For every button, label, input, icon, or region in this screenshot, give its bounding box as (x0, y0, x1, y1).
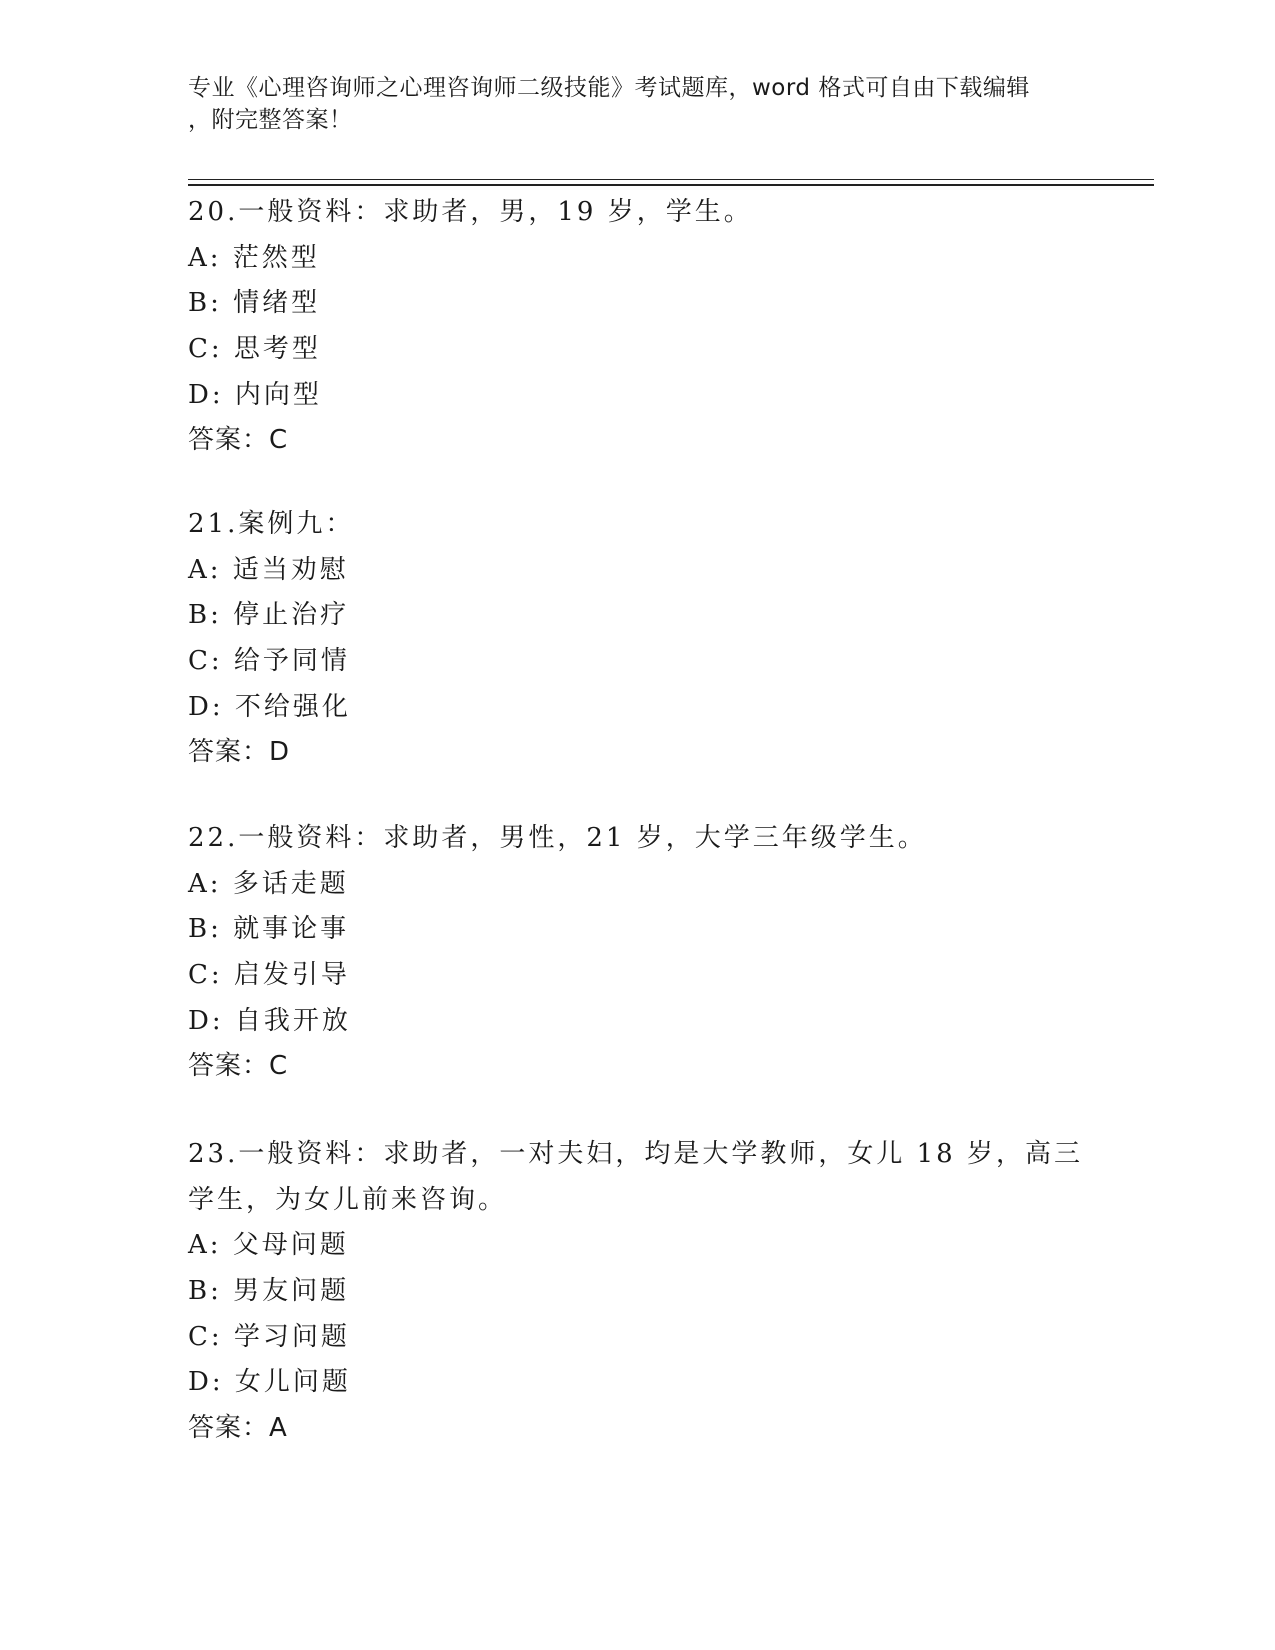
option-d: D: 女儿问题 (188, 1367, 351, 1398)
option-a: A: 茫然型 (188, 242, 320, 273)
option-a: A: 父母问题 (188, 1230, 349, 1261)
document-header (188, 72, 1088, 136)
header-text-line-2: ，附完整答案！ (188, 107, 353, 133)
option-c: C: 启发引导 (188, 960, 350, 991)
header-divider-thin (188, 179, 1154, 180)
question-stem-line-2: 学生，为女儿前来咨询。 (188, 1184, 508, 1215)
header-text-line-1: 专业《心理咨询师之心理咨询师二级技能》考试题库，word 格式可自由下载编辑 (188, 75, 1030, 101)
question-21 (188, 502, 1148, 776)
option-d: D: 自我开放 (188, 1005, 351, 1036)
answer: 答案：C (188, 1051, 289, 1082)
option-b: B: 男友问题 (188, 1276, 350, 1307)
question-22 (188, 816, 1148, 1090)
option-d: D: 不给强化 (188, 691, 351, 722)
option-b: B: 就事论事 (188, 914, 350, 945)
answer: 答案：C (188, 425, 289, 456)
question-stem: 21.案例九： (188, 509, 355, 539)
question-stem: 22.一般资料：求助者，男性，21 岁，大学三年级学生。 (188, 823, 927, 853)
option-a: A: 适当劝慰 (188, 554, 349, 585)
question-stem: 20.一般资料：求助者，男，19 岁，学生。 (188, 197, 753, 227)
option-b: B: 停止治疗 (188, 600, 350, 631)
option-c: C: 学习问题 (188, 1321, 350, 1352)
header-divider-thick (188, 184, 1154, 186)
option-c: C: 思考型 (188, 334, 321, 365)
question-20 (188, 190, 1148, 464)
question-23 (188, 1132, 1148, 1452)
answer: 答案：A (188, 1413, 288, 1444)
option-a: A: 多话走题 (188, 868, 349, 899)
option-b: B: 情绪型 (188, 288, 321, 319)
option-c: C: 给予同情 (188, 646, 350, 677)
answer: 答案：D (188, 737, 291, 768)
option-d: D: 内向型 (188, 379, 322, 410)
question-stem-line-1: 23.一般资料：求助者，一对夫妇，均是大学教师，女儿 18 岁，高三 (188, 1139, 1083, 1169)
